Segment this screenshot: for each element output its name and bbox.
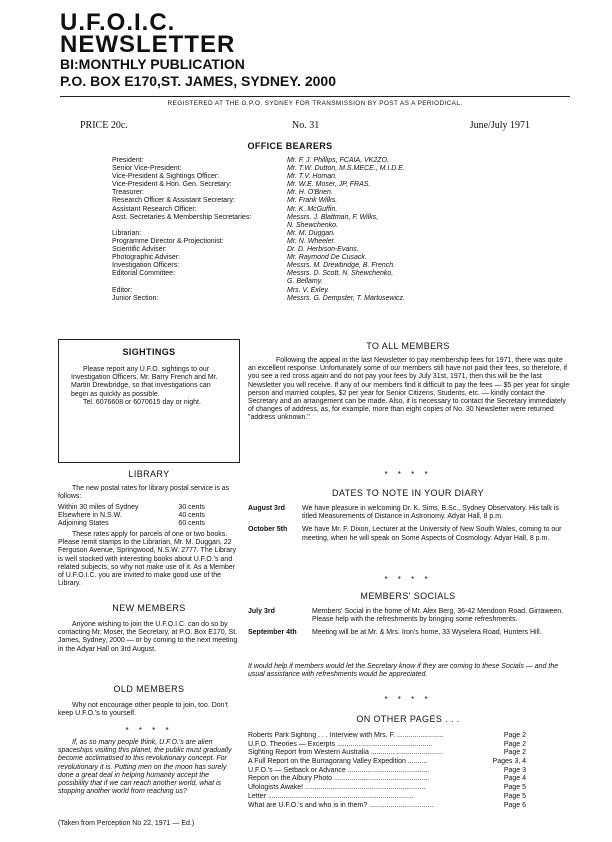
bearer-name: Messrs. M. Drewbridge, B. French.: [287, 262, 396, 270]
bearer-name: Messrs. J. Blattman, F. Wilks,: [287, 213, 379, 221]
diary-entry: [248, 526, 570, 547]
contents-item-title: U.F.O. Theories — Excerpts .................................................: [248, 740, 433, 748]
role: Senior Vice-President:: [112, 165, 182, 173]
registration-notice: REGISTERED AT THE G.P.O. SYDNEY FOR TRANSMISSION BY POST AS A PERIODICAL.: [167, 100, 463, 107]
contents-item-title: Ufologists Awake! ..............................................................: [248, 784, 426, 792]
diary-text: We have Mr. F. Dixon, Lecturer at the University of New South Wales, coming to our meeting, when he will speak on Some Aspects of Cosmology. Adyar Hall, 8 p.m.: [302, 526, 562, 542]
sightings-text: Please report any U.F.O. sightings to our Investigation Officers, Mr. Barry French and Mr. Martin Drewbridge, so that investigations can begin as quickly as possible.: [71, 366, 218, 398]
masthead-org: U.F.O.I.C.: [60, 9, 176, 36]
bearer-name: Mr. T.V. Homan.: [287, 173, 337, 181]
rate-cost: 40 cents: [178, 512, 205, 520]
diary-text: We have pleasure in welcoming Dr. K. Sims, B.Sc., Sydney Observatory. His talk is titled Measurements of Distance in Astronomy. Adyar Hall, 8 p.m.: [302, 505, 559, 521]
role: Assistant Research Officer:: [112, 205, 197, 213]
masthead: [60, 9, 336, 90]
sightings-phone: Tel. 6076608 or 6070615 day or night.: [83, 398, 201, 406]
rate-cost: 60 cents: [178, 520, 205, 528]
contents-item-page: Page 3: [501, 767, 526, 776]
role: Editorial Committee:: [112, 270, 176, 278]
issue-date: June/July 1971: [469, 120, 530, 131]
sightings-box: [58, 339, 240, 463]
library-text: These rates apply for parcels of one or two books. Please remit stamps to the Librarian, Mr. M. Duggan, 22 Ferguson Avenue, Springwood, N.S.W. 2777. The Library is well stocked with interesting books about U.F.O.'s and related subjects, so why not make use of it. As a Member of U.F.O.I.C. you are invited to make good use of the Library.: [58, 531, 236, 588]
diary-date: October 5th: [248, 526, 288, 534]
rate-cost: 30 cents: [178, 504, 205, 511]
bearer-name: Mrs. V. Exley.: [287, 286, 330, 294]
table-row: [58, 512, 218, 520]
bearer-name: Dr. D. Herbison-Evans.: [287, 246, 359, 254]
contents-item-title: Letter ...........................................................................: [248, 792, 414, 800]
role: [112, 278, 251, 286]
contents-item-title: Sighting Report from Western Australia .....................................: [248, 749, 443, 757]
contents-item-title: What are U.F.O.'s and who is in them? .................................: [248, 801, 434, 809]
contents-item: [248, 732, 526, 741]
issue-price: PRICE 20c.: [80, 120, 128, 131]
separator-stars: * * * *: [384, 575, 432, 584]
bearer-name: N. Shewchenko.: [287, 221, 338, 229]
contents-item-page: Page 5: [501, 784, 526, 793]
bearer-name: Mr. Raymond De Cusack.: [287, 254, 367, 262]
contents-item-title: Roberts Park Sighting . . . Interview with Mrs. F. ........................: [248, 732, 444, 739]
bearer-name: Mr. K. McGuffin.: [287, 205, 338, 213]
social-text: Meeting will be at Mr. & Mrs. Iron's home, 33 Wyselera Road, Hunters Hill.: [312, 629, 542, 637]
contents-item-page: Page 2: [501, 741, 526, 750]
header-rule: [60, 96, 570, 97]
bearer-name: Mr. W.E. Moser, JP, FRAS.: [287, 181, 371, 189]
diary-title: DATES TO NOTE IN YOUR DIARY: [332, 488, 484, 498]
new-members-title: NEW MEMBERS: [112, 603, 186, 613]
quote-source: (Taken from Perception No 22, 1971 — Ed.): [58, 820, 195, 827]
diary-date: August 3rd: [248, 505, 285, 512]
other-pages-title: ON OTHER PAGES . . .: [356, 714, 460, 724]
contents-item: [248, 767, 526, 776]
role: Vice-President & Hon. Gen. Secretary:: [112, 181, 232, 189]
social-date: July 3rd: [248, 608, 275, 615]
role: Librarian:: [112, 229, 142, 237]
sightings-title: SIGHTINGS: [122, 347, 176, 357]
quote-text: If, as so many people think, U.F.O.'s are alien spaceships visiting this planet, the public must gradually become acclimatised to this revolutionary concept. For revolutionary it is. Putting men on the moon has surely done a great deal in helping humanity accept the possibility that if we can reach another world, what is stopping another world from reaching us?: [58, 739, 232, 796]
role: Editor:: [112, 286, 133, 294]
contents-item-page: Page 2: [501, 732, 526, 741]
library-intro: The new postal rates for library postal service is as follows:: [58, 485, 230, 501]
role: Vice-President & Sightings Officer:: [112, 173, 220, 181]
bearer-name: Mr. Frank Wilks.: [287, 197, 338, 205]
socials-table: [248, 608, 570, 643]
contents-list: [248, 732, 526, 810]
social-entry: [248, 608, 570, 629]
bearer-name: Mr. T.W. Dutton, M.S.MECE., M.I.D.E.: [287, 165, 405, 173]
diary-table: [248, 505, 570, 548]
socials-note: It would help if members would let the Secretary know if they are coming to these Socials — and the usual assistance with refreshments would be appreciated.: [248, 663, 559, 679]
rate-area: Elsewhere in N.S.W.: [58, 512, 122, 520]
bearer-name: Messrs. D. Scott, N. Shewchenko,: [287, 270, 394, 278]
role: Scientific Adviser:: [112, 246, 167, 254]
contents-item-page: Page 5: [501, 793, 526, 802]
office-bearers-roles: [112, 157, 251, 303]
diary-entry: [248, 505, 570, 526]
to-all-members-text: Following the appeal in the last Newsletter to pay membership fees for 1971, there was quite an excellent response. Unfortunately some of our members still have not paid their fees, so therefore, if you see a red cross again and do not pay your fees by July 31st, 1971, then this will be the last Newsletter you will receive. If any of our members find it difficult to pay the fees — $5 per year for single person and married couples, $2 per year for Senior Citizens, Students, etc. — kindly contact the Secretary and an arrangement can be made. Also, it is necessary to contact the Secretary immediately of changes of address, as, for example, more than eight copies of No. 30 Newsletter were returned "address unknown.": [248, 357, 570, 422]
role: Research Officer & Assistant Secretary:: [112, 197, 235, 205]
role: Photographic Adviser:: [112, 254, 181, 262]
contents-item: [248, 802, 526, 811]
issue-number: No. 31: [292, 120, 320, 131]
role: Treasurer:: [112, 189, 145, 197]
separator-stars: * * * *: [384, 470, 432, 479]
contents-item-title: U.F.O.'s — Setback or Advance ..........................................: [248, 766, 430, 774]
postal-rates-table: [58, 504, 218, 529]
office-bearers-title: OFFICE BEARERS: [247, 141, 333, 151]
contents-item: [248, 793, 526, 802]
bearer-name: Mr. M. Duggan.: [287, 229, 335, 237]
role: Junior Section:: [112, 294, 159, 302]
contents-item-page: Page 4: [501, 775, 526, 784]
contents-item: [248, 741, 526, 750]
social-entry: [248, 629, 570, 642]
role: Investigation Officers:: [112, 262, 180, 270]
bearer-name: G. Bellamy.: [287, 278, 323, 286]
role: [112, 222, 251, 230]
bearer-name: Mr. F. J. Phillips, FCAIA, VK2ZO.: [287, 157, 389, 164]
social-date: September 4th: [248, 629, 297, 637]
library-title: LIBRARY: [128, 469, 170, 479]
bearer-name: Messrs. G. Dempster, T. Martusewicz.: [287, 294, 405, 302]
contents-item-page: Pages 3, 4: [490, 758, 526, 767]
rate-area: Within 30 miles of Sydney: [58, 504, 139, 511]
old-members-title: OLD MEMBERS: [113, 684, 185, 694]
old-members-text: Why not encourage other people to join, too. Don't keep U.F.O.'s to yourself.: [58, 702, 228, 718]
masthead-address: P.O. BOX E170,ST. JAMES, SYDNEY. 2000: [60, 73, 336, 89]
table-row: [58, 520, 218, 528]
contents-item: [248, 758, 526, 767]
masthead-title: NEWSLETTER: [60, 31, 236, 58]
bearer-name: Mr. N. Wheeler.: [287, 237, 336, 245]
contents-item: [248, 784, 526, 793]
new-members-text: Anyone wishing to join the U.F.O.I.C. can do so by contacting Mr. Moser, the Secretary, at P.O. Box E170, St. James, Sydney, 2000 — or by coming to the next meeting in the Adyar Hall on 3rd August.: [58, 621, 238, 653]
contents-item-page: Page 6: [501, 802, 526, 811]
separator-stars: * * * *: [384, 695, 432, 704]
bearer-name: Mr. H. O'Brien.: [287, 189, 333, 197]
table-row: [58, 504, 218, 512]
contents-item: [248, 775, 526, 784]
masthead-frequency: BI:MONTHLY PUBLICATION: [60, 56, 245, 72]
role: Programme Director & Projectionist:: [112, 237, 224, 245]
to-all-members-title: TO ALL MEMBERS: [366, 341, 450, 351]
role: President:: [112, 157, 144, 164]
separator-stars: * * * *: [125, 726, 173, 735]
socials-title: MEMBERS' SOCIALS: [360, 591, 456, 601]
rate-area: Adjoining States: [58, 520, 109, 528]
contents-item-title: Report on the Albury Photo .................................................: [248, 775, 430, 783]
social-text: Members' Social in the home of Mr. Alex Berg, 36-42 Mendoon Road, Girraween. Please help with the refreshments by bringing some refreshments.: [312, 608, 564, 624]
office-bearers-names: [287, 157, 405, 303]
role: Asst. Secretaries & Membership Secretaries:: [112, 213, 252, 221]
contents-item-title: A Full Report on the Burragorang Valley Expedition ..........: [248, 758, 428, 766]
contents-item: [248, 749, 526, 758]
contents-item-page: Page 2: [501, 749, 526, 758]
